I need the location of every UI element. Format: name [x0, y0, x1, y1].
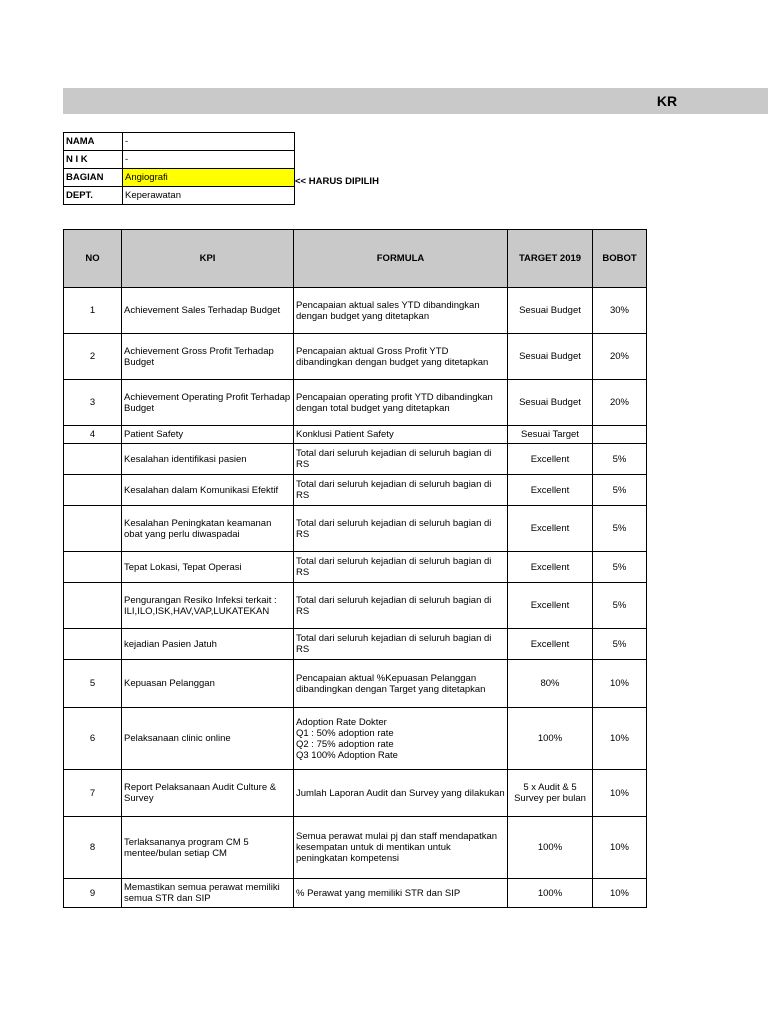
table-row — [64, 879, 647, 908]
info-row-bagian — [64, 169, 295, 187]
cell-formula: Pencapaian operating profit YTD dibandingkan dengan total budget yang ditetapkan — [294, 380, 508, 426]
cell-no — [64, 583, 122, 629]
cell-target: Excellent — [508, 629, 593, 660]
cell-kpi: Kepuasan Pelanggan — [122, 660, 294, 708]
cell-bobot: 10% — [593, 660, 647, 708]
cell-bobot: 10% — [593, 879, 647, 908]
cell-no — [64, 444, 122, 475]
cell-formula: Total dari seluruh kejadian di seluruh bagian di RS — [294, 629, 508, 660]
cell-no: 1 — [64, 288, 122, 334]
cell-kpi: Memastikan semua perawat memiliki semua STR dan SIP — [122, 879, 294, 908]
table-row — [64, 817, 647, 879]
table-row — [64, 583, 647, 629]
cell-target: Sesuai Budget — [508, 380, 593, 426]
cell-no: 9 — [64, 879, 122, 908]
info-row-nama — [64, 133, 295, 151]
cell-formula: % Perawat yang memiliki STR dan SIP — [294, 879, 508, 908]
cell-no — [64, 506, 122, 552]
info-row-nik — [64, 151, 295, 169]
cell-formula: Pencapaian aktual Gross Profit YTD dibandingkan dengan budget yang ditetapkan — [294, 334, 508, 380]
cell-kpi: Terlaksananya program CM 5 mentee/bulan setiap CM — [122, 817, 294, 879]
cell-formula: Jumlah Laporan Audit dan Survey yang dilakukan — [294, 770, 508, 817]
kpi-table — [63, 229, 647, 908]
cell-target: Sesuai Budget — [508, 334, 593, 380]
cell-kpi: kejadian Pasien Jatuh — [122, 629, 294, 660]
cell-no — [64, 475, 122, 506]
cell-formula: Total dari seluruh kejadian di seluruh bagian di RS — [294, 552, 508, 583]
cell-target: Excellent — [508, 475, 593, 506]
cell-target: 100% — [508, 879, 593, 908]
cell-target: Excellent — [508, 552, 593, 583]
cell-formula: Adoption Rate Dokter Q1 : 50% adoption rate Q2 : 75% adoption rate Q3 100% Adoption Rate — [294, 708, 508, 770]
cell-bobot: 10% — [593, 708, 647, 770]
table-row — [64, 708, 647, 770]
cell-no: 8 — [64, 817, 122, 879]
table-row — [64, 380, 647, 426]
cell-no: 7 — [64, 770, 122, 817]
cell-target: 100% — [508, 708, 593, 770]
cell-bobot: 5% — [593, 583, 647, 629]
title-bar — [63, 88, 768, 114]
cell-target: Sesuai Target — [508, 426, 593, 444]
cell-target: Excellent — [508, 506, 593, 552]
cell-target: Excellent — [508, 583, 593, 629]
cell-target: 100% — [508, 817, 593, 879]
cell-formula: Pencapaian aktual %Kepuasan Pelanggan dibandingkan dengan Target yang ditetapkan — [294, 660, 508, 708]
column-header-bobot: BOBOT — [593, 230, 647, 288]
cell-formula: Total dari seluruh kejadian di seluruh bagian di RS — [294, 444, 508, 475]
kpi-header-row — [64, 230, 647, 288]
column-header-target: TARGET 2019 — [508, 230, 593, 288]
info-value-nik[interactable]: - — [123, 151, 295, 169]
cell-kpi: Kesalahan dalam Komunikasi Efektif — [122, 475, 294, 506]
table-row — [64, 629, 647, 660]
cell-bobot: 20% — [593, 380, 647, 426]
cell-no — [64, 629, 122, 660]
cell-bobot: 5% — [593, 629, 647, 660]
cell-kpi: Kesalahan identifikasi pasien — [122, 444, 294, 475]
cell-target: Sesuai Budget — [508, 288, 593, 334]
info-row-dept — [64, 187, 295, 205]
cell-bobot: 5% — [593, 552, 647, 583]
cell-no: 3 — [64, 380, 122, 426]
cell-bobot: 20% — [593, 334, 647, 380]
cell-bobot: 5% — [593, 506, 647, 552]
info-value-bagian[interactable]: Angiografi — [123, 169, 295, 187]
cell-formula: Total dari seluruh kejadian di seluruh bagian di RS — [294, 583, 508, 629]
cell-target: 5 x Audit & 5 Survey per bulan — [508, 770, 593, 817]
page-title: KR — [656, 93, 678, 109]
cell-kpi: Patient Safety — [122, 426, 294, 444]
cell-formula: Semua perawat mulai pj dan staff mendapatkan kesempatan untuk di mentikan untuk peningkatan kompetensi — [294, 817, 508, 879]
kpi-table-body — [64, 288, 647, 908]
cell-bobot: 10% — [593, 817, 647, 879]
cell-kpi: Achievement Gross Profit Terhadap Budget — [122, 334, 294, 380]
column-header-no: NO — [64, 230, 122, 288]
cell-formula: Konklusi Patient Safety — [294, 426, 508, 444]
required-note: << HARUS DIPILIH — [295, 176, 379, 187]
cell-no: 2 — [64, 334, 122, 380]
table-row — [64, 506, 647, 552]
cell-target: 80% — [508, 660, 593, 708]
table-row — [64, 444, 647, 475]
table-row — [64, 660, 647, 708]
column-header-formula: FORMULA — [294, 230, 508, 288]
cell-kpi: Kesalahan Peningkatan keamanan obat yang perlu diwaspadai — [122, 506, 294, 552]
cell-kpi: Tepat Lokasi, Tepat Operasi — [122, 552, 294, 583]
cell-formula: Total dari seluruh kejadian di seluruh bagian di RS — [294, 475, 508, 506]
column-header-kpi: KPI — [122, 230, 294, 288]
table-row — [64, 426, 647, 444]
table-row — [64, 552, 647, 583]
cell-bobot: 5% — [593, 444, 647, 475]
cell-kpi: Pelaksanaan clinic online — [122, 708, 294, 770]
cell-formula: Pencapaian aktual sales YTD dibandingkan dengan budget yang ditetapkan — [294, 288, 508, 334]
info-label: N I K — [64, 151, 123, 169]
cell-bobot: 30% — [593, 288, 647, 334]
info-label: BAGIAN — [64, 169, 123, 187]
cell-bobot: 10% — [593, 770, 647, 817]
cell-formula: Total dari seluruh kejadian di seluruh bagian di RS — [294, 506, 508, 552]
cell-kpi: Achievement Operating Profit Terhadap Budget — [122, 380, 294, 426]
cell-kpi: Pengurangan Resiko Infeksi terkait : ILI,ILO,ISK,HAV,VAP,LUKATEKAN — [122, 583, 294, 629]
cell-bobot: 5% — [593, 475, 647, 506]
cell-bobot — [593, 426, 647, 444]
cell-kpi: Report Pelaksanaan Audit Culture & Survey — [122, 770, 294, 817]
cell-no: 4 — [64, 426, 122, 444]
info-label: NAMA — [64, 133, 123, 151]
table-row — [64, 770, 647, 817]
info-label: DEPT. — [64, 187, 123, 205]
cell-kpi: Achievement Sales Terhadap Budget — [122, 288, 294, 334]
cell-target: Excellent — [508, 444, 593, 475]
cell-no — [64, 552, 122, 583]
info-value-nama[interactable]: - — [123, 133, 295, 151]
table-row — [64, 475, 647, 506]
employee-info-table — [63, 132, 295, 205]
table-row — [64, 288, 647, 334]
table-row — [64, 334, 647, 380]
cell-no: 6 — [64, 708, 122, 770]
info-value-dept[interactable]: Keperawatan — [123, 187, 295, 205]
cell-no: 5 — [64, 660, 122, 708]
